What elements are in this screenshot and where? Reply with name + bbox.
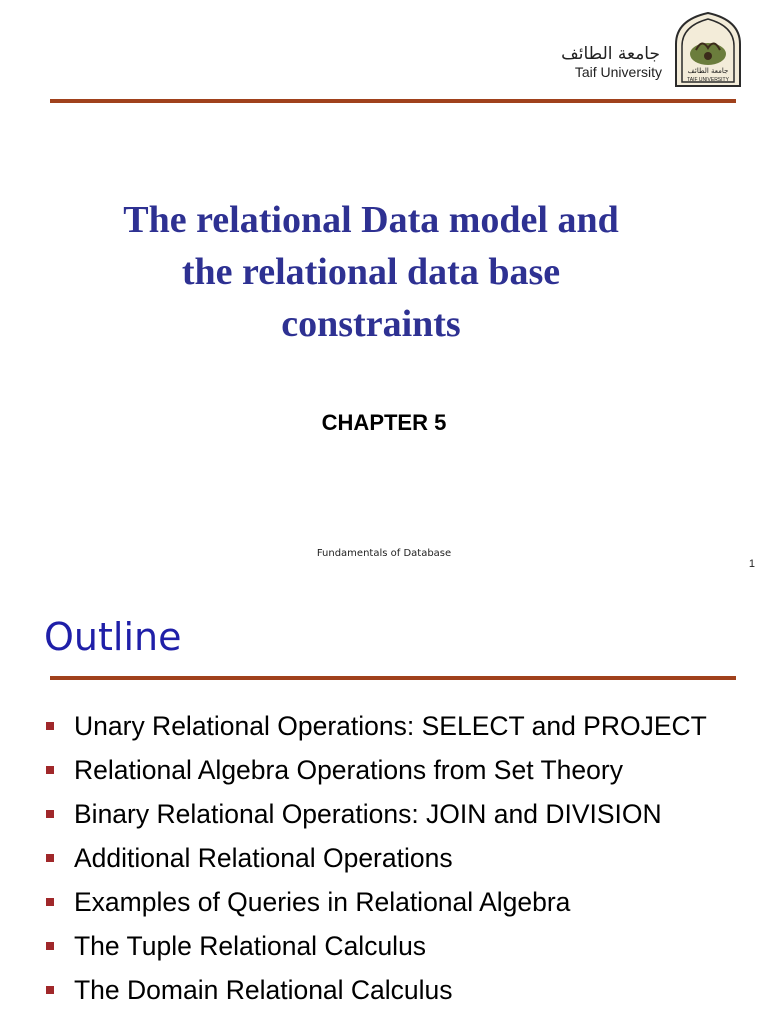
emblem-english-text: TAIF UNIVERSITY [687,77,729,83]
list-item-text: The Tuple Relational Calculus [74,931,427,961]
bullet-square-icon [46,766,54,774]
outline-list [46,709,756,1017]
title-line: The relational Data model and [123,199,619,241]
bullet-square-icon [46,722,54,730]
list-item-text: Unary Relational Operations: SELECT and PROJECT [74,711,707,741]
slide-footer: Fundamentals of Database [316,548,452,559]
list-item [46,885,756,919]
bullet-square-icon [46,854,54,862]
list-item-text: Additional Relational Operations [74,843,453,873]
list-item [46,841,756,875]
slide-title [40,194,702,350]
bullet-square-icon [46,898,54,906]
list-item [46,753,756,787]
list-item-text: Binary Relational Operations: JOIN and DIVISION [74,799,662,829]
chapter-label: CHAPTER 5 [321,410,447,435]
list-item-text: Examples of Queries in Relational Algebra [74,887,571,917]
list-item [46,973,756,1007]
outline-slide [0,585,768,1024]
university-name-arabic: جامعة الطائف [561,44,660,64]
outline-title: Outline [44,615,182,659]
list-item-text: The Domain Relational Calculus [74,975,453,1005]
bullet-square-icon [46,986,54,994]
page-number: 1 [748,558,755,570]
list-item [46,709,756,743]
title-line: the relational data base [181,251,561,293]
outline-rule [50,676,736,680]
title-line: constraints [281,303,461,345]
header-rule [50,99,736,103]
list-item [46,797,756,831]
university-name-english: Taif University [574,64,662,80]
university-emblem-icon [672,10,744,88]
bullet-square-icon [46,942,54,950]
list-item [46,929,756,963]
emblem-arabic-text: جامعة الطائف [687,67,729,75]
list-item-text: Relational Algebra Operations from Set Theory [74,755,623,785]
bullet-square-icon [46,810,54,818]
